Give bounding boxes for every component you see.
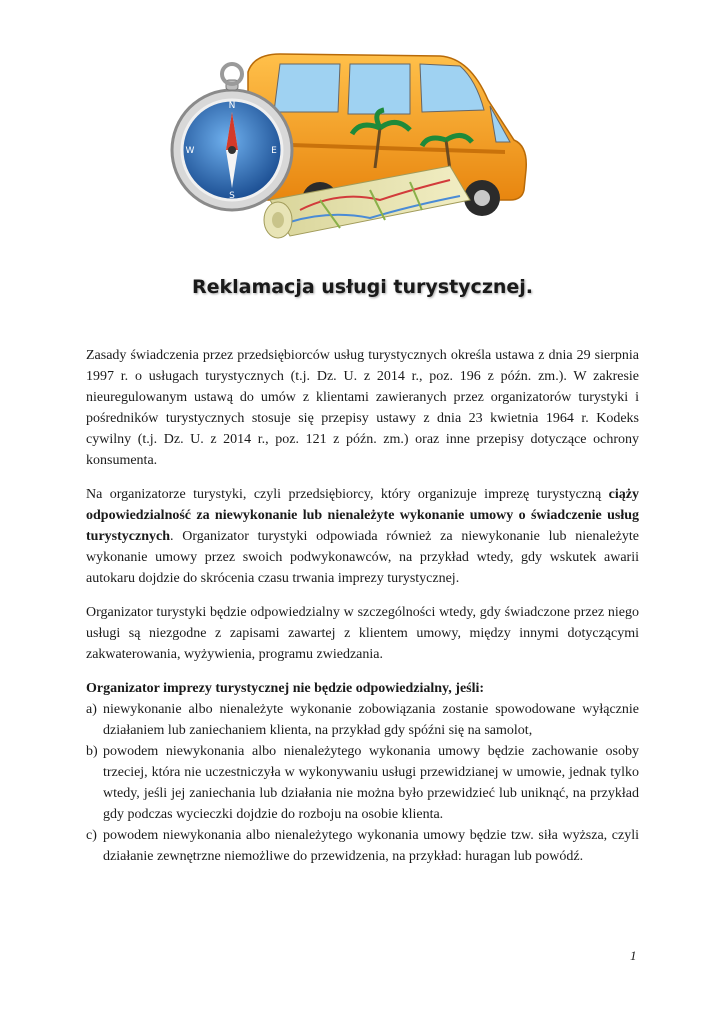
list-item <box>86 699 639 741</box>
emphasis-text: ciąży odpowiedzialność za niewykonanie lub nienależyte wykonanie umowy o świadczenie usług turystycznych <box>86 487 639 544</box>
page-title: Reklamacja usługi turystycznej. <box>191 276 534 298</box>
svg-text:N: N <box>228 101 236 111</box>
list-marker: a) <box>86 702 97 717</box>
list-marker: c) <box>86 828 97 843</box>
page-number: 1 <box>630 948 637 963</box>
paragraph-legal-basis: Zasady świadczenia przez przedsiębiorców usług turystycznych określa ustawa z dnia 29 sierpnia 1997 r. o usługach turystycznych (t.j. Dz. U. z 2014 r., poz. 196 z późn. zm.). W zakresie nieuregulowanym ustawą do umów z klientami zawieranych przez organizatorów turystyki i pośredników turystycznych stosuje się przepisy ustawy z dnia 23 kwietnia 1964 r. Kodeks cywilny (t.j. Dz. U. z 2014 r., poz. 121 z późn. zm.) oraz inne przepisy dotyczące ochrony konsumenta. <box>86 348 639 468</box>
paragraph-text: . Organizator turystyki odpowiada również za niewykonanie lub nienależyte wykonanie umowy przez swoich podwykonawców, na przykład wtedy, gdy wskutek awarii autokaru dojdzie do skrócenia czasu trwania imprezy turystycznej. <box>86 529 639 586</box>
exclusions-list <box>86 699 639 867</box>
svg-text:W: W <box>185 146 195 156</box>
travel-illustration-icon <box>170 50 540 240</box>
document-body <box>86 345 639 867</box>
paragraph-text: Na organizatorze turystyki, czyli przedsiębiorcy, który organizuje imprezę turystyczną <box>86 487 609 502</box>
list-marker: b) <box>86 744 98 759</box>
list-item-text: niewykonanie albo nienależyte wykonanie zobowiązania zostanie spowodowane wyłącznie działaniem lub zaniechaniem klienta, na przykład gdy spóźni się na samolot, <box>103 702 639 738</box>
list-item <box>86 825 639 867</box>
paragraph-organizer-liability <box>86 484 639 589</box>
svg-text:S: S <box>229 191 235 201</box>
svg-text:E: E <box>271 146 277 156</box>
list-heading: Organizator imprezy turystycznej nie będzie odpowiedzialny, jeśli: <box>86 681 485 696</box>
list-item-text: powodem niewykonania albo nienależytego wykonania umowy będzie zachowanie osoby trzeciej, która nie uczestniczyła w wykonywaniu usługi przewidzianej w umowie, jednak tylko wtedy, jeśli jej zaniechania lub działania nie można było przewidzieć lub uniknąć, na przykład gdy podczas wycieczki dojdzie do rozboju na osobie klienta. <box>103 744 639 822</box>
header-illustration <box>170 50 540 240</box>
list-item <box>86 741 639 825</box>
paragraph-service-mismatch: Organizator turystyki będzie odpowiedzialny w szczególności wtedy, gdy świadczone przez niego usługi są niezgodne z zapisami zawartej z klientem umowy, między innymi dotyczącymi zakwaterowania, wyżywienia, programu zwiedzania. <box>86 605 639 662</box>
list-item-text: powodem niewykonania albo nienależytego wykonania umowy będzie tzw. siła wyższa, czyli działanie zewnętrzne niemożliwe do przewidzenia, na przykład: huragan lub powódź. <box>103 828 639 864</box>
